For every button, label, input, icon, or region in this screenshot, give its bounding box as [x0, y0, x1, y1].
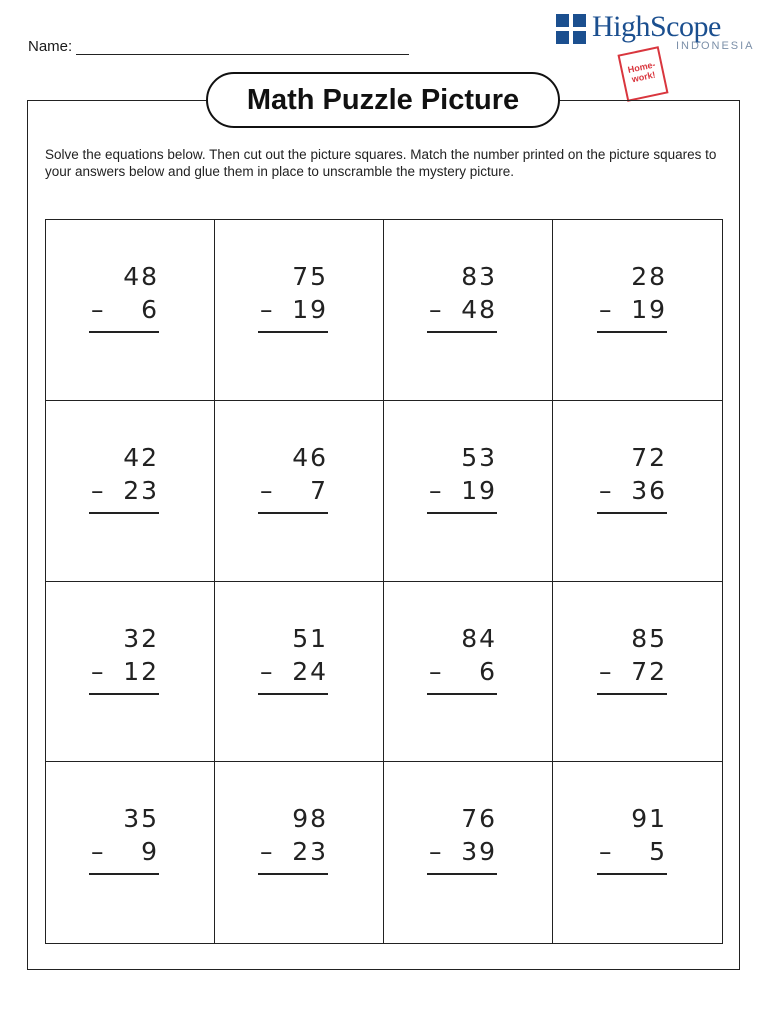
minus-sign: –: [429, 656, 444, 686]
subtrahend-row: [597, 476, 667, 514]
subtrahend-row: [427, 476, 497, 514]
subtrahend-row: [597, 837, 667, 875]
problem-cell: [553, 401, 722, 582]
minuend: 84: [461, 623, 497, 653]
subtraction-problem: [89, 804, 159, 875]
subtraction-problem: [597, 443, 667, 514]
problem-cell: [215, 220, 384, 401]
minus-sign: –: [429, 295, 444, 324]
minuend: 48: [123, 262, 159, 291]
name-field: [28, 38, 409, 55]
minuend: 72: [631, 442, 667, 472]
problem-cell: [215, 582, 384, 763]
subtrahend-row: [89, 657, 159, 695]
subtrahend: 9: [141, 837, 159, 867]
problem-cell: [384, 582, 553, 763]
problem-cell: [384, 401, 553, 582]
minus-sign: –: [260, 656, 275, 686]
subtrahend-row: [258, 476, 328, 514]
subtrahend-row: [597, 657, 667, 695]
subtrahend: 36: [631, 475, 667, 505]
logo-squares-icon: [556, 14, 587, 45]
minuend: 35: [123, 804, 159, 834]
subtrahend: 24: [292, 656, 328, 686]
problem-cell: [553, 220, 722, 401]
minus-sign: –: [260, 837, 275, 867]
subtrahend: 39: [461, 837, 497, 867]
subtrahend: 5: [649, 837, 667, 867]
minus-sign: –: [91, 475, 106, 505]
subtrahend: 48: [461, 295, 497, 324]
minuend: 76: [461, 804, 497, 834]
subtrahend: 72: [631, 656, 667, 686]
minus-sign: –: [599, 475, 614, 505]
minuend: 53: [461, 442, 497, 472]
problem-cell: [46, 582, 215, 763]
minuend: 28: [631, 262, 667, 291]
subtrahend: 19: [461, 475, 497, 505]
subtraction-problem: [597, 804, 667, 875]
instructions: Solve the equations below. Then cut out the picture squares. Match the number printed on the picture squares to your answers below and glue them in place to unscramble the mystery picture.: [45, 147, 717, 179]
problem-cell: [215, 401, 384, 582]
highscope-logo: [556, 10, 756, 104]
subtraction-problem: [597, 624, 667, 695]
homework-stamp-icon: [617, 46, 668, 102]
name-line[interactable]: [76, 40, 409, 55]
subtrahend: 6: [479, 656, 497, 686]
subtraction-problem: [258, 624, 328, 695]
subtraction-problem: [89, 443, 159, 514]
minuend: 42: [123, 442, 159, 472]
name-label: Name:: [28, 38, 73, 55]
logo-subtext: INDONESIA: [676, 40, 755, 52]
minus-sign: –: [429, 837, 444, 867]
problem-cell: [46, 762, 215, 943]
minuend: 98: [292, 804, 328, 834]
subtrahend: 23: [123, 475, 159, 505]
subtraction-problem: [427, 804, 497, 875]
minuend: 75: [292, 262, 328, 291]
minuend: 32: [123, 623, 159, 653]
subtrahend-row: [258, 295, 328, 333]
subtrahend-row: [427, 657, 497, 695]
minus-sign: –: [91, 295, 106, 324]
minus-sign: –: [91, 656, 106, 686]
stamp-text: Home-work!: [626, 59, 657, 85]
minus-sign: –: [599, 837, 614, 867]
subtrahend-row: [258, 657, 328, 695]
minus-sign: –: [599, 656, 614, 686]
minuend: 51: [292, 623, 328, 653]
subtrahend-row: [89, 295, 159, 333]
page-title: Math Puzzle Picture: [206, 72, 560, 128]
minus-sign: –: [429, 475, 444, 505]
subtrahend-row: [89, 837, 159, 875]
subtrahend: 6: [141, 295, 159, 324]
subtrahend-row: [427, 837, 497, 875]
problem-cell: [553, 762, 722, 943]
problem-cell: [384, 762, 553, 943]
subtrahend: 19: [631, 295, 667, 324]
minus-sign: –: [260, 475, 275, 505]
minuend: 83: [461, 262, 497, 291]
problem-grid: [45, 219, 723, 944]
logo-text: HighScope: [592, 10, 721, 43]
subtrahend: 23: [292, 837, 328, 867]
problem-cell: [553, 582, 722, 763]
subtrahend-row: [427, 295, 497, 333]
subtraction-problem: [597, 262, 667, 333]
subtrahend-row: [258, 837, 328, 875]
subtrahend: 19: [292, 295, 328, 324]
minus-sign: –: [91, 837, 106, 867]
subtraction-problem: [258, 443, 328, 514]
subtrahend: 7: [310, 475, 328, 505]
subtrahend-row: [89, 476, 159, 514]
minus-sign: –: [260, 295, 275, 324]
subtraction-problem: [89, 262, 159, 333]
subtraction-problem: [427, 624, 497, 695]
subtraction-problem: [258, 262, 328, 333]
problem-cell: [384, 220, 553, 401]
subtraction-problem: [427, 262, 497, 333]
subtrahend-row: [597, 295, 667, 333]
minuend: 85: [631, 623, 667, 653]
problem-cell: [46, 220, 215, 401]
minus-sign: –: [599, 295, 614, 324]
subtraction-problem: [427, 443, 497, 514]
subtraction-problem: [89, 624, 159, 695]
problem-cell: [215, 762, 384, 943]
problem-cell: [46, 401, 215, 582]
minuend: 91: [631, 804, 667, 834]
minuend: 46: [292, 442, 328, 472]
subtraction-problem: [258, 804, 328, 875]
subtrahend: 12: [123, 656, 159, 686]
